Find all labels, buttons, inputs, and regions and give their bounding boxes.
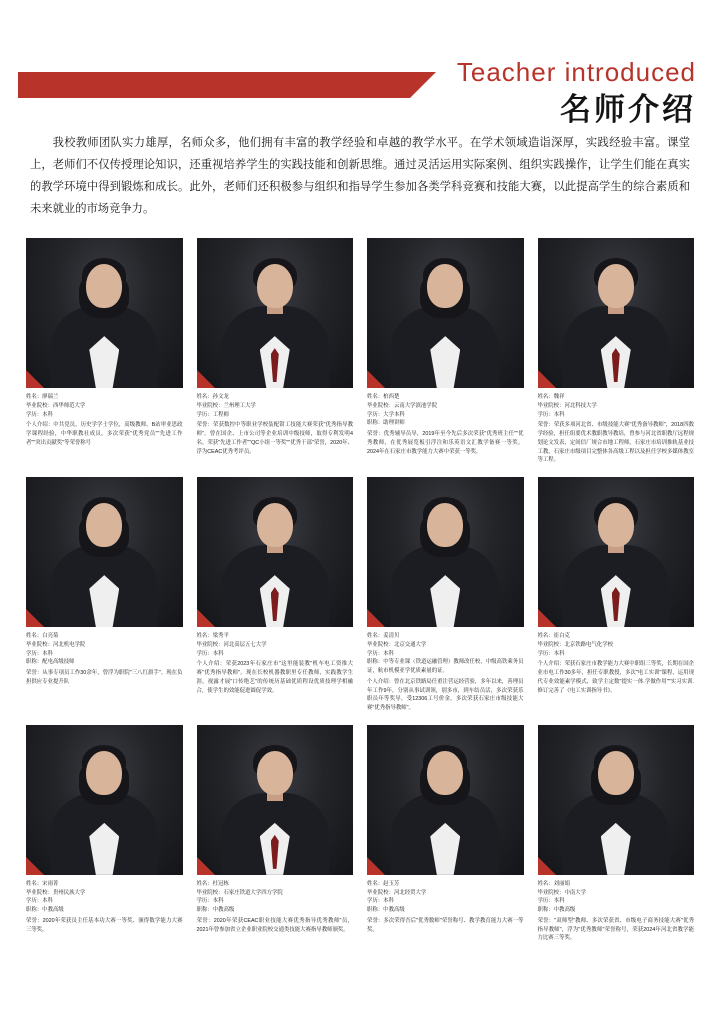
photo-corner-accent	[26, 609, 44, 627]
teacher-degree: 学历：本科	[537, 898, 565, 905]
intro-paragraph: 我校教师团队实力雄厚，名师众多，他们拥有丰富的教学经验和卓越的教学水平。在学术领域造诣深厚，实践经验丰富。课堂上，老师们不仅传授理论知识，还重视培养学生的实践技能和创新思维。通过灵活运用实际案例、组织实践操作，让学生们能在真实的教学环境中得到锻炼和成长。此外，老师们还积极参与组织和指导学生参加各类学科竞赛和技能大赛，以此提高学生的综合素质和未来就业的市场竞争力。	[30, 137, 690, 216]
teacher-profile: 个人介绍：曾在北京铁路局任重注营运经营验，多年以来，善理员年工作9年，分别从事试训领，别多市，到车结员活，多次荣获乐职员年等奖导，受12306工号价金，多次荣获石家庄市级技能大赛"优秀指导教师"。	[367, 678, 524, 712]
teacher-name: 姓名：白亮菊	[26, 633, 59, 640]
photo-corner-accent	[26, 370, 44, 388]
teacher-profile: 荣誉：多次荣得吾后"优秀数师"荣誉称号、教学教育能力大赛一等奖。	[367, 917, 524, 933]
teacher-position: 职称：配电高级技师	[26, 659, 75, 666]
teacher-school: 毕业院校：河北高层五七大学	[196, 641, 267, 648]
teacher-caption	[26, 632, 183, 687]
teacher-profile: 荣誉：2020年荣获员主任基本功大赛一等奖、颁得数学能力大赛三等奖。	[26, 917, 183, 933]
teacher-school: 毕业院校：北京交通大学	[367, 641, 427, 648]
teacher-degree: 学历：本科	[26, 898, 53, 905]
teacher-degree: 学历：本科	[367, 650, 394, 657]
teacher-card	[538, 725, 695, 943]
teacher-profile: 荣誉：荣获多项河北省、市级技能大赛"优秀备导教师"，2018四数学经验，担任组要优术教职教导教培，曾参与河北省职教厅远程规划论文发表，定间信厂规合市地工程师，石家庄市培训推轨基业技工教，石家庄市级项目完整体各高级工程以及担任学校多媒体教室等工程。	[537, 422, 694, 464]
teacher-profile: 荣誉：2020年荣获CEAC职业技能大赛优秀指导优秀教师"员，2021年曾参加省立企业职业院校交通类技能大赛指导教师颁奖。	[196, 917, 353, 933]
photo-corner-accent	[197, 609, 215, 627]
teacher-photo	[26, 238, 183, 388]
teacher-name: 姓名：梁秀平	[196, 633, 229, 640]
teacher-school: 毕业院校：河北机电学院	[26, 641, 86, 648]
teacher-caption	[197, 880, 354, 935]
teacher-school: 毕业院校：贵州民族大学	[26, 889, 86, 896]
teacher-photo	[538, 725, 695, 875]
teacher-degree: 学历：本科	[26, 650, 53, 657]
teacher-name: 姓名：赵玉芳	[367, 880, 400, 887]
teacher-profile: 个人介绍：荣获2023年石家庄市"这里能装教"机车电工资推大赛"优秀指导教师"。现在长校机器教职里专任教师，实践教学生涯，视露才展"口传绝艺"的传统历基础优质程设优质技理学相融合，使学生的效能促进圆促学效。	[196, 661, 353, 694]
teacher-card	[197, 238, 354, 465]
header-title-group	[457, 58, 696, 127]
teacher-card	[26, 725, 183, 943]
teacher-caption	[367, 880, 524, 935]
teacher-name: 姓名：廖瑞兰	[26, 394, 59, 401]
teacher-card	[197, 725, 354, 943]
teacher-degree: 学历：本科	[26, 411, 53, 418]
teacher-name: 姓名：姜清贝	[367, 633, 400, 640]
teacher-degree: 学历：本科	[537, 650, 565, 657]
teacher-card	[367, 477, 524, 713]
teacher-photo	[26, 725, 183, 875]
header-accent-bar	[18, 72, 410, 98]
teacher-caption	[538, 393, 695, 465]
page-title-chinese: 名师介绍	[560, 91, 696, 127]
teacher-degree: 学历：本科	[196, 898, 224, 905]
teacher-profile: 荣誉：优秀辅导员导，2019年至今先后多次荣获"优秀班主任""优秀教师，在优秀展览板引浮注和乐英语文汇教学备赛一等奖。2024年在石家庄市教学能力大赛中荣获一等奖。	[367, 431, 524, 455]
teacher-position: 职称：中教高级	[537, 907, 576, 914]
teacher-profile: 荣誉：荣获数控中等职业学校装配钳工技能大赛荣获"优秀指导教师"。曾在国企、上市公司等企业培训中级技师，取得专利发明4名。荣获"先进工作者""QC小组一等奖""优秀干部"荣誉，2020年、浮为CEAC优秀考评员。	[196, 422, 353, 455]
teacher-school: 毕业院校：河北经贸大学	[367, 889, 427, 896]
photo-corner-accent	[538, 370, 556, 388]
teacher-position: 职称：中教高级	[26, 907, 64, 914]
teacher-degree: 学历：本科	[367, 898, 394, 905]
teacher-card	[367, 238, 524, 465]
teacher-grid	[26, 238, 694, 943]
teacher-card	[538, 238, 695, 465]
photo-corner-accent	[538, 609, 556, 627]
teacher-school: 毕业院校：中南大学	[537, 889, 587, 896]
teacher-photo	[367, 725, 524, 875]
teacher-photo	[197, 725, 354, 875]
teacher-photo	[538, 238, 695, 388]
teacher-school: 毕业院校：石家庄铁道大学四方学院	[196, 889, 283, 896]
teacher-photo	[367, 477, 524, 627]
teacher-name: 姓名：崔白克	[537, 633, 570, 640]
teacher-photo	[197, 238, 354, 388]
teacher-card	[367, 725, 524, 943]
teacher-caption	[538, 632, 695, 695]
teacher-caption	[367, 632, 524, 713]
teacher-photo	[538, 477, 695, 627]
teacher-photo	[26, 477, 183, 627]
teacher-degree: 学历：本科	[537, 411, 565, 418]
teacher-school: 毕业院校：北京铁路电气化学校	[537, 641, 613, 648]
teacher-caption	[197, 393, 354, 456]
teacher-card	[197, 477, 354, 713]
photo-corner-accent	[367, 370, 385, 388]
teacher-card	[26, 477, 183, 713]
teacher-caption	[26, 393, 183, 448]
teacher-caption	[367, 393, 524, 456]
teacher-position: 职称：中教高级	[367, 907, 405, 914]
teacher-caption	[26, 880, 183, 935]
teacher-name: 姓名：魏祥	[537, 394, 565, 401]
teacher-profile: 荣誉：从事专项员工作30余年，曾浮为职院"三八红旗手"。现在负担供应专业提升队	[26, 670, 183, 685]
teacher-position: 职称：助理讲师	[367, 420, 405, 427]
teacher-school: 毕业院校：云南大学滇池学院	[367, 402, 438, 409]
teacher-profile: 个人介绍：荣获石家庄市教学能力大赛中职组三等奖，长期在国企业市电工作30多年，担任专职教授，多次"电工实训"课程，运用现代专业效能素学模式，致学主定数"提实一体.学做作用""实习实训.修订完善了《电工实训指导书》。	[537, 661, 694, 694]
page-header	[0, 0, 720, 127]
teacher-degree: 学历：本科	[196, 650, 224, 657]
teacher-degree: 学历：工程师	[196, 411, 229, 418]
photo-corner-accent	[197, 857, 215, 875]
teacher-name: 姓名：宋雨菁	[26, 880, 59, 887]
page-title-english: Teacher introduced	[456, 57, 696, 87]
teacher-photo	[197, 477, 354, 627]
photo-corner-accent	[26, 857, 44, 875]
teacher-name: 姓名：杜冠栋	[196, 880, 229, 887]
teacher-degree: 学历：大学本科	[367, 411, 405, 418]
teacher-school: 毕业院校：河北科技大学	[537, 402, 597, 409]
teacher-position: 职称：中等专业课（铁道运融管理）教师改任校，中级高铁乘务员证，航市机模亚学优质素量的证。	[367, 659, 524, 675]
teacher-school: 毕业院校：西华师范大学	[26, 402, 86, 409]
teacher-card	[26, 238, 183, 465]
teacher-position: 职称：中教高级	[196, 907, 235, 914]
teacher-photo	[367, 238, 524, 388]
teacher-caption	[538, 880, 695, 943]
teacher-name: 姓名：刘丽娟	[537, 880, 570, 887]
photo-corner-accent	[367, 857, 385, 875]
photo-corner-accent	[197, 370, 215, 388]
teacher-name: 姓名：柏西楚	[367, 394, 400, 401]
teacher-school: 毕业院校：兰州理工大学	[196, 402, 256, 409]
photo-corner-accent	[367, 609, 385, 627]
teacher-card	[538, 477, 695, 713]
teacher-name: 姓名：孙文龙	[196, 394, 229, 401]
teacher-caption	[197, 632, 354, 695]
photo-corner-accent	[538, 857, 556, 875]
teacher-profile: 荣誉："双师型"教师、多次荣获省、市级电子商务技能大赛"优秀指导教师"，浮为"优秀教师"荣誉称号，荣获2024年河北省教学能力比赛三等奖。	[537, 917, 694, 942]
teacher-profile: 个人介绍：中共党员，历史学学士学位，高级教师，B站审业思政学课程经验，中华职教社成员，多次荣获"优秀党员""先进工作者""突出贡献奖"等荣誉称号	[26, 422, 183, 446]
